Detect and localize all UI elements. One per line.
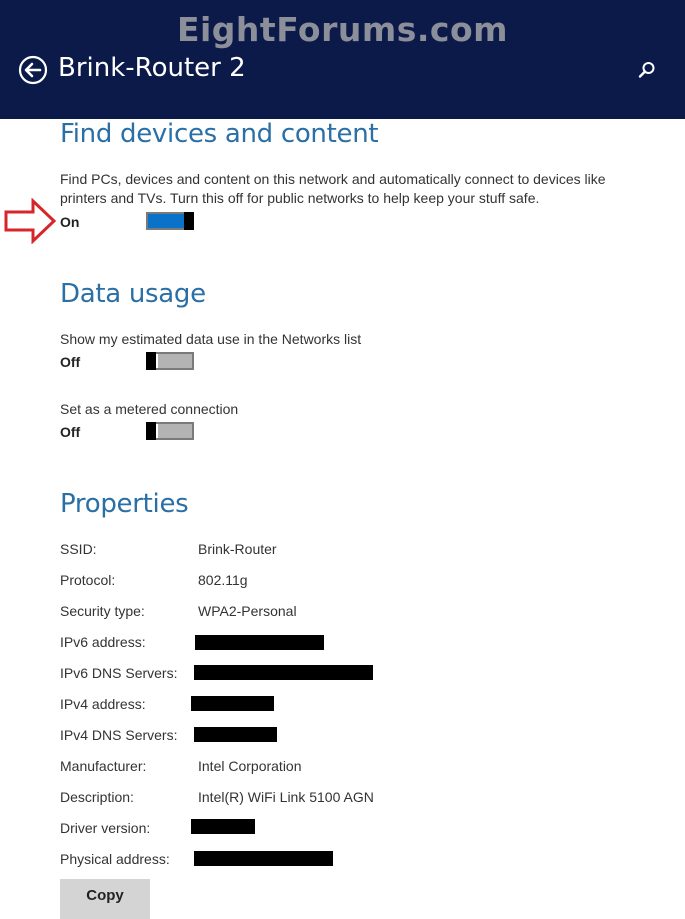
protocol-label: Protocol:: [60, 572, 116, 588]
watermark: EightForums.com: [176, 10, 509, 49]
show-estimated-toggle[interactable]: [146, 352, 194, 370]
metered-state: Off: [60, 424, 81, 440]
find-devices-heading: Find devices and content: [60, 119, 379, 149]
toggle-thumb[interactable]: [146, 352, 156, 370]
data-usage-heading: Data usage: [60, 279, 206, 309]
security-type-value: WPA2-Personal: [198, 603, 297, 619]
search-icon[interactable]: [637, 60, 657, 80]
app-header: [0, 0, 685, 119]
description-label: Description:: [60, 789, 134, 805]
find-devices-toggle[interactable]: [146, 212, 194, 230]
ipv4-address-redacted: [191, 696, 274, 711]
manufacturer-label: Manufacturer:: [60, 758, 147, 774]
ipv6-dns-redacted: [194, 665, 373, 680]
red-arrow-annotation-icon: [3, 198, 57, 244]
ipv4-address-label: IPv4 address:: [60, 696, 146, 712]
show-estimated-label: Show my estimated data use in the Networks list: [60, 331, 362, 347]
security-type-label: Security type:: [60, 603, 145, 619]
metered-label: Set as a metered connection: [60, 401, 239, 417]
ipv6-dns-label: IPv6 DNS Servers:: [60, 665, 178, 681]
metered-toggle[interactable]: [146, 422, 194, 440]
toggle-thumb[interactable]: [184, 212, 194, 230]
ipv6-address-redacted: [195, 635, 324, 650]
properties-heading: Properties: [60, 489, 189, 519]
page-title: Brink-Router 2: [58, 53, 246, 83]
toggle-fill: [158, 424, 192, 438]
toggle-fill: [158, 354, 192, 368]
driver-version-redacted: [191, 819, 255, 834]
physical-address-redacted: [194, 851, 333, 866]
ssid-value: Brink-Router: [198, 541, 277, 557]
description-value: Intel(R) WiFi Link 5100 AGN: [198, 789, 374, 805]
physical-address-label: Physical address:: [60, 851, 170, 867]
toggle-fill: [148, 214, 184, 228]
ipv4-dns-redacted: [194, 727, 277, 742]
copy-button[interactable]: Copy: [60, 879, 150, 919]
toggle-thumb[interactable]: [146, 422, 156, 440]
driver-version-label: Driver version:: [60, 820, 151, 836]
find-devices-description: Find PCs, devices and content on this network and automatically connect to devices like printers and TVs. Turn this off for public networks to help keep your stuff safe.: [60, 171, 606, 206]
protocol-value: 802.11g: [198, 572, 248, 588]
back-arrow-icon[interactable]: [18, 55, 48, 85]
find-devices-state: On: [60, 214, 80, 230]
ipv6-address-label: IPv6 address:: [60, 634, 146, 650]
ipv4-dns-label: IPv4 DNS Servers:: [60, 727, 178, 743]
ssid-label: SSID:: [60, 541, 97, 557]
manufacturer-value: Intel Corporation: [198, 758, 302, 774]
show-estimated-state: Off: [60, 354, 81, 370]
